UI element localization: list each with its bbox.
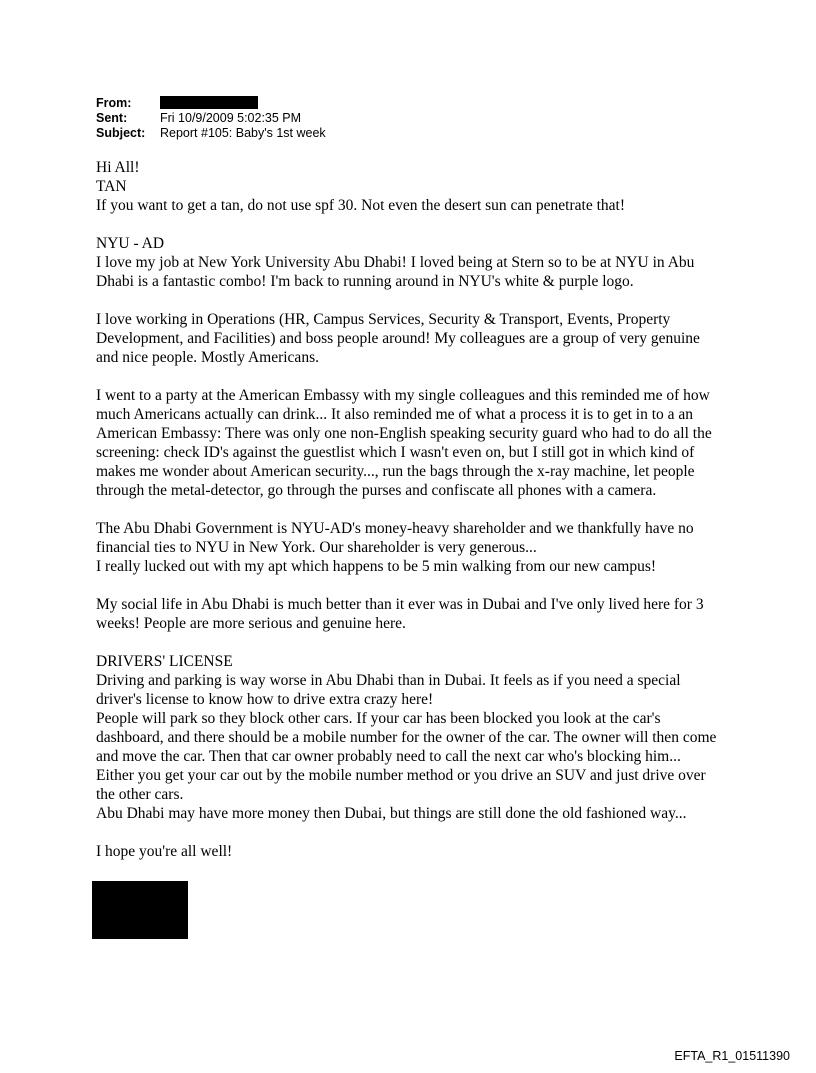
subject-label: Subject:	[96, 126, 146, 140]
subject-row	[96, 126, 326, 141]
nyu-heading: NYU - AD	[96, 235, 165, 252]
money-paragraph: Abu Dhabi may have more money then Dubai, but things are still done the old fashioned way...	[96, 805, 687, 822]
suv-paragraph: Either you get your car out by the mobile number method or you drive an SUV and just drive over the other cars.	[96, 767, 706, 803]
redacted-sender	[160, 96, 258, 109]
drivers-heading: DRIVERS' LICENSE	[96, 653, 233, 670]
tan-heading: TAN	[96, 178, 127, 195]
greeting: Hi All!	[96, 159, 140, 176]
email-body	[96, 158, 721, 861]
sent-row	[96, 111, 326, 126]
closing-line: I hope you're all well!	[96, 843, 233, 860]
document-id: EFTA_R1_01511390	[674, 1049, 790, 1063]
email-header	[96, 96, 326, 141]
embassy-paragraph: I went to a party at the American Embassy with my single colleagues and this reminded me of how much Americans actually can drink... It also reminded me of what a process it is to get in to a an American Embassy: There was only one non-English speaking security guard who had to do all the screening: check ID's against the guestlist which I wasn't even on, but I still got in which kind of makes me wonder about American security..., run the bags through the x-ray machine, let people through the metal-detector, go through the purses and confiscate all phones with a camera.	[96, 387, 712, 499]
social-paragraph: My social life in Abu Dhabi is much better than it ever was in Dubai and I've only lived here for 3 weeks! People are more serious and genuine here.	[96, 596, 704, 632]
from-label: From:	[96, 96, 132, 110]
from-row	[96, 96, 326, 111]
operations-paragraph: I love working in Operations (HR, Campus Services, Security & Transport, Events, Property Development, and Facilities) and boss people around! My colleagues are a group of very genuine and nice people. Mostly Americans.	[96, 311, 700, 366]
redacted-signature	[92, 881, 188, 939]
sent-label: Sent:	[96, 111, 128, 125]
subject-value: Report #105: Baby's 1st week	[160, 126, 326, 140]
driving-paragraph: Driving and parking is way worse in Abu Dhabi than in Dubai. It feels as if you need a special driver's license to know how to drive extra crazy here!	[96, 672, 681, 708]
sent-value: Fri 10/9/2009 5:02:35 PM	[160, 111, 302, 125]
parking-paragraph: People will park so they block other cars. If your car has been blocked you look at the car's dashboard, and there should be a mobile number for the owner of the car. The owner will then come and move the car. Then that car owner probably need to call the next car who's blocking him...	[96, 710, 717, 765]
government-paragraph: The Abu Dhabi Government is NYU-AD's money-heavy shareholder and we thankfully have no financial ties to NYU in New York. Our shareholder is very generous...	[96, 520, 694, 556]
tan-paragraph: If you want to get a tan, do not use spf 30. Not even the desert sun can penetrate that!	[96, 197, 625, 214]
nyu-paragraph: I love my job at New York University Abu Dhabi! I loved being at Stern so to be at NYU in Abu Dhabi is a fantastic combo! I'm back to running around in NYU's white & purple logo.	[96, 254, 695, 290]
apartment-paragraph: I really lucked out with my apt which happens to be 5 min walking from our new campus!	[96, 558, 657, 575]
